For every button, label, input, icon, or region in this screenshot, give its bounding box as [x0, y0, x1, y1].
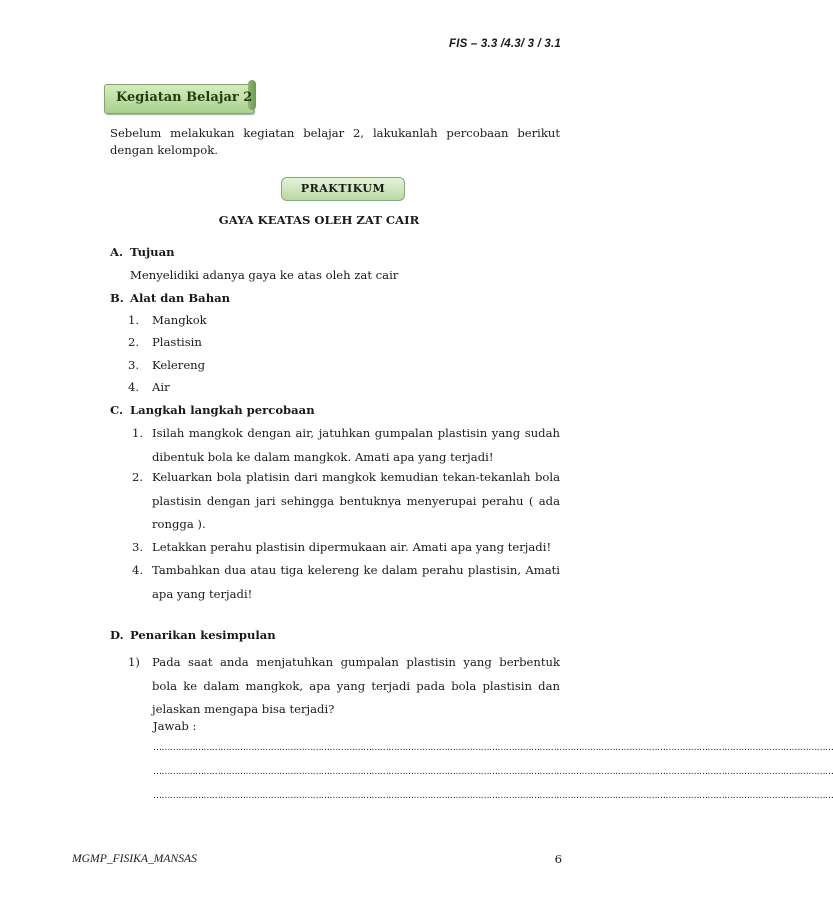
praktikum-badge: PRAKTIKUM	[281, 177, 405, 201]
document-code: FIS – 3.3 /4.3/ 3 / 3.1	[449, 38, 561, 50]
kegiatan-badge	[104, 80, 256, 114]
experiment-title: GAYA KEATAS OLEH ZAT CAIR	[218, 213, 420, 227]
intro-paragraph: Sebelum melakukan kegiatan belajar 2, lakukanlah percobaan berikut dengan kelompok.	[110, 126, 560, 157]
list-item: 4. Air	[128, 380, 170, 394]
list-item: 2. Plastisin	[128, 335, 202, 349]
section-c-heading	[110, 403, 315, 417]
answer-label: Jawab :	[153, 719, 197, 733]
answer-line: ………………………………………………………………………………………………………………………………………………………………………………………………………………………	[153, 791, 833, 801]
badge-label: Kegiatan Belajar 2	[116, 90, 253, 105]
footer-organization: MGMP_FISIKA_MANSAS	[72, 852, 197, 865]
section-d-heading	[110, 628, 276, 642]
list-item: 1) Pada saat anda menjatuhkan gumpalan plastisin yang berbentuk bola ke dalam mangkok, apa yang terjadi pada bola plastisin dan jelaskan mengapa bisa terjadi?	[128, 655, 560, 716]
list-item: 3. Letakkan perahu plastisin dipermukaan air. Amati apa yang terjadi!	[132, 540, 552, 554]
page-number: 6	[554, 852, 562, 866]
section-title: Penarikan kesimpulan	[130, 628, 276, 642]
answer-line: ………………………………………………………………………………………………………………………………………………………………………………………………………………………	[153, 767, 833, 777]
section-b-heading	[110, 291, 230, 305]
answer-line: ………………………………………………………………………………………………………………………………………………………………………………………………………………………	[153, 743, 833, 753]
list-item: 1. Isilah mangkok dengan air, jatuhkan gumpalan plastisin yang sudah dibentuk bola ke dalam mangkok. Amati apa yang terjadi!	[132, 426, 560, 464]
list-item: 3. Kelereng	[128, 358, 206, 372]
section-letter: A.	[110, 245, 124, 259]
list-item: 1. Mangkok	[128, 313, 207, 327]
section-title: Langkah langkah percobaan	[130, 403, 315, 417]
section-letter: C.	[110, 403, 124, 417]
tujuan-text: Menyelidiki adanya gaya ke atas oleh zat cair	[130, 268, 399, 282]
section-letter: D.	[110, 628, 124, 642]
section-letter: B.	[110, 291, 124, 305]
section-a-heading	[110, 245, 175, 259]
list-item: 4. Tambahkan dua atau tiga kelereng ke dalam perahu plastisin, Amati apa yang terjadi!	[132, 563, 560, 601]
list-item: 2. Keluarkan bola platisin dari mangkok kemudian tekan-tekanlah bola plastisin dengan jari sehingga bentuknya menyerupai perahu ( ada rongga ).	[132, 470, 560, 531]
section-title: Alat dan Bahan	[130, 291, 231, 305]
section-title: Tujuan	[130, 245, 175, 259]
